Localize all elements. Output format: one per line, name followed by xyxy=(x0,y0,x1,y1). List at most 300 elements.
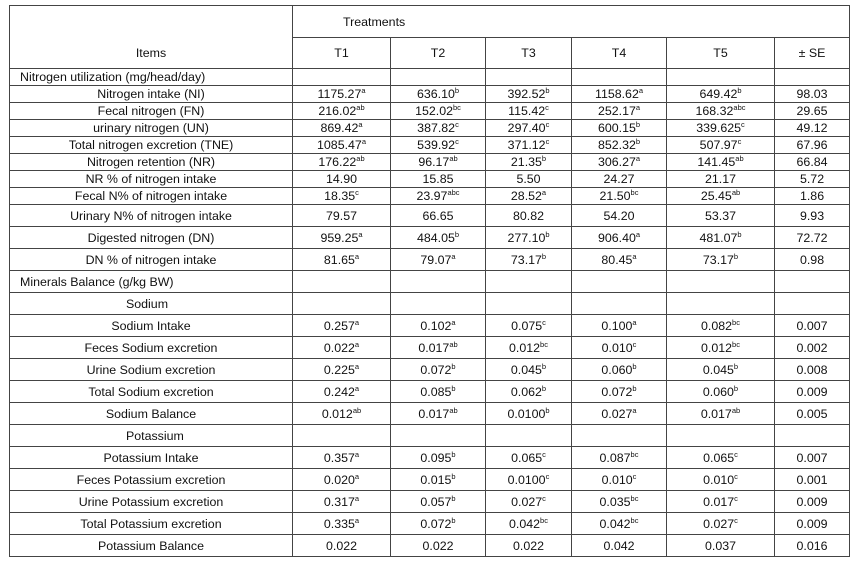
value-cell xyxy=(667,154,775,171)
value-cell xyxy=(775,86,850,103)
value-cell xyxy=(572,103,667,120)
value-text: 176.22 xyxy=(318,154,357,169)
value-text: 0.022 xyxy=(325,538,357,553)
significance-superscript: bc xyxy=(732,339,740,349)
value-text: 0.009 xyxy=(796,384,828,399)
significance-superscript: c xyxy=(542,493,546,503)
table-row xyxy=(10,249,850,271)
value-text: 387.82 xyxy=(417,120,456,135)
significance-superscript: b xyxy=(733,251,739,261)
value-text: 21.35 xyxy=(510,154,542,169)
value-text: 0.017 xyxy=(418,340,450,355)
significance-superscript: bc xyxy=(630,493,639,503)
value-text: 80.45 xyxy=(601,252,633,267)
value-text: 392.52 xyxy=(507,86,546,101)
significance-superscript: b xyxy=(454,229,460,239)
significance-superscript: a xyxy=(451,317,456,327)
value-text: 54.20 xyxy=(603,208,635,223)
value-cell xyxy=(486,171,572,188)
value-cell xyxy=(572,205,667,227)
value-cell xyxy=(775,337,850,359)
value-cell xyxy=(572,315,667,337)
empty-cell xyxy=(391,271,486,293)
value-text: 0.022 xyxy=(512,538,544,553)
significance-superscript: b xyxy=(541,153,547,163)
value-cell xyxy=(667,227,775,249)
value-cell xyxy=(572,188,667,205)
value-cell xyxy=(667,188,775,205)
row-label: Feces Potassium excretion xyxy=(10,469,293,491)
value-text: 0.022 xyxy=(323,340,355,355)
column-header: ± SE xyxy=(775,38,850,69)
value-cell xyxy=(391,137,486,154)
table-row xyxy=(10,403,850,425)
significance-superscript: bc xyxy=(630,449,639,459)
row-label: Nitrogen retention (NR) xyxy=(10,154,293,171)
value-cell xyxy=(667,359,775,381)
table-row xyxy=(10,86,850,103)
value-text: 306.27 xyxy=(597,154,636,169)
value-cell xyxy=(775,188,850,205)
value-text: 0.065 xyxy=(511,450,543,465)
value-cell xyxy=(775,249,850,271)
table-row xyxy=(10,491,850,513)
value-cell xyxy=(486,315,572,337)
empty-cell xyxy=(667,69,775,86)
significance-superscript: b xyxy=(451,493,456,503)
row-label: Urine Sodium excretion xyxy=(10,359,293,381)
value-cell xyxy=(391,103,486,120)
empty-cell xyxy=(486,69,572,86)
value-cell xyxy=(667,337,775,359)
value-text: 1.86 xyxy=(799,188,825,203)
value-cell xyxy=(486,359,572,381)
value-cell xyxy=(391,86,486,103)
value-text: 252.17 xyxy=(597,103,636,118)
value-text: 0.075 xyxy=(511,318,543,333)
value-cell xyxy=(775,381,850,403)
value-text: 0.102 xyxy=(420,318,452,333)
empty-cell xyxy=(572,271,667,293)
header-blank-cell xyxy=(10,6,293,38)
value-text: 0.027 xyxy=(511,494,543,509)
value-cell xyxy=(293,227,391,249)
value-text: 484.05 xyxy=(416,230,455,245)
significance-superscript: b xyxy=(737,229,742,239)
value-cell xyxy=(486,249,572,271)
items-header: Items xyxy=(10,38,293,69)
section-heading-row xyxy=(10,69,850,86)
value-cell xyxy=(391,513,486,535)
value-text: 96.17 xyxy=(418,154,450,169)
value-text: 852.32 xyxy=(597,137,636,152)
value-cell xyxy=(775,491,850,513)
significance-superscript: a xyxy=(354,383,360,393)
empty-cell xyxy=(775,293,850,315)
value-text: 0.072 xyxy=(601,384,633,399)
value-cell xyxy=(391,188,486,205)
value-cell xyxy=(293,205,391,227)
value-text: 539.92 xyxy=(417,137,456,152)
significance-superscript: b xyxy=(451,383,456,393)
value-text: 98.03 xyxy=(796,86,828,101)
value-text: 216.02 xyxy=(318,103,357,118)
value-text: 0.009 xyxy=(796,494,828,509)
value-text: 0.015 xyxy=(420,472,452,487)
row-label: Total nitrogen excretion (TNE) xyxy=(10,137,293,154)
value-text: 0.225 xyxy=(323,362,355,377)
value-cell xyxy=(293,337,391,359)
value-text: 15.85 xyxy=(422,171,454,186)
value-cell xyxy=(775,469,850,491)
significance-superscript: ab xyxy=(356,153,365,163)
value-text: 0.010 xyxy=(601,340,633,355)
significance-superscript: b xyxy=(545,405,550,415)
empty-cell xyxy=(667,271,775,293)
significance-superscript: ab xyxy=(735,153,744,163)
value-cell xyxy=(486,86,572,103)
value-cell xyxy=(572,171,667,188)
significance-superscript: c xyxy=(545,136,550,146)
significance-superscript: a xyxy=(354,339,360,349)
value-text: 53.37 xyxy=(704,208,736,223)
value-cell xyxy=(293,403,391,425)
value-text: 277.10 xyxy=(507,230,546,245)
empty-cell xyxy=(667,293,775,315)
value-text: 0.020 xyxy=(323,472,355,487)
value-text: 0.057 xyxy=(420,494,452,509)
value-cell xyxy=(572,249,667,271)
value-text: 0.007 xyxy=(796,450,828,465)
value-text: 28.52 xyxy=(510,188,542,203)
value-text: 0.045 xyxy=(702,362,734,377)
value-text: 959.25 xyxy=(320,230,359,245)
value-cell xyxy=(391,403,486,425)
section-heading-row xyxy=(10,425,850,447)
significance-superscript: a xyxy=(635,153,641,163)
empty-cell xyxy=(486,293,572,315)
value-cell xyxy=(293,171,391,188)
value-text: 0.010 xyxy=(601,472,633,487)
value-text: 0.257 xyxy=(323,318,355,333)
value-text: 0.012 xyxy=(321,406,353,421)
value-cell xyxy=(775,535,850,557)
significance-superscript: c xyxy=(545,102,549,112)
value-text: 1085.47 xyxy=(317,137,362,152)
value-cell xyxy=(572,120,667,137)
significance-superscript: bc xyxy=(540,339,548,349)
value-cell xyxy=(775,205,850,227)
significance-superscript: b xyxy=(635,119,641,129)
significance-superscript: a xyxy=(635,102,641,112)
value-cell xyxy=(391,381,486,403)
empty-cell xyxy=(775,425,850,447)
significance-superscript: c xyxy=(542,317,546,327)
significance-superscript: a xyxy=(361,85,366,95)
significance-superscript: a xyxy=(632,405,637,415)
header-row-columns xyxy=(10,38,850,69)
table-row xyxy=(10,337,850,359)
value-cell xyxy=(667,403,775,425)
significance-superscript: b xyxy=(737,85,742,95)
significance-superscript: a xyxy=(354,471,360,481)
data-table-container xyxy=(9,5,850,557)
value-cell xyxy=(775,103,850,120)
empty-cell xyxy=(572,425,667,447)
significance-superscript: abc xyxy=(447,187,460,197)
significance-superscript: c xyxy=(355,187,359,197)
value-cell xyxy=(486,513,572,535)
value-cell xyxy=(293,469,391,491)
value-cell xyxy=(391,469,486,491)
empty-cell xyxy=(572,293,667,315)
value-cell xyxy=(667,137,775,154)
row-label: Sodium Intake xyxy=(10,315,293,337)
row-label: Potassium Intake xyxy=(10,447,293,469)
value-cell xyxy=(486,469,572,491)
value-cell xyxy=(775,359,850,381)
significance-superscript: a xyxy=(541,187,547,197)
value-text: 636.10 xyxy=(416,86,455,101)
value-cell xyxy=(293,103,391,120)
header-row-top xyxy=(10,6,850,38)
value-text: 1175.27 xyxy=(317,86,362,101)
significance-superscript: b xyxy=(632,361,637,371)
value-text: 9.93 xyxy=(799,208,825,223)
value-cell xyxy=(572,491,667,513)
value-text: 0.009 xyxy=(796,516,828,531)
table-row xyxy=(10,535,850,557)
significance-superscript: ab xyxy=(731,405,741,415)
value-text: 0.001 xyxy=(796,472,828,487)
value-text: 0.017 xyxy=(418,406,450,421)
value-cell xyxy=(293,154,391,171)
empty-cell xyxy=(775,271,850,293)
table-row xyxy=(10,447,850,469)
section-heading-row xyxy=(10,293,850,315)
value-cell xyxy=(667,171,775,188)
value-cell xyxy=(667,513,775,535)
value-cell xyxy=(775,154,850,171)
significance-superscript: b xyxy=(541,251,547,261)
value-cell xyxy=(486,337,572,359)
table-row xyxy=(10,154,850,171)
value-cell xyxy=(572,154,667,171)
empty-cell xyxy=(391,425,486,447)
empty-cell xyxy=(667,425,775,447)
significance-superscript: b xyxy=(635,136,641,146)
value-text: 21.50 xyxy=(599,188,631,203)
value-text: 600.15 xyxy=(597,120,636,135)
value-cell xyxy=(486,120,572,137)
table-row xyxy=(10,227,850,249)
value-text: 0.007 xyxy=(796,318,828,333)
value-text: 0.072 xyxy=(420,516,452,531)
value-text: 507.97 xyxy=(699,137,738,152)
value-text: 21.17 xyxy=(704,171,736,186)
value-cell xyxy=(667,205,775,227)
significance-superscript: ab xyxy=(731,187,741,197)
value-text: 0.060 xyxy=(702,384,734,399)
table-row xyxy=(10,103,850,120)
value-text: 24.27 xyxy=(603,171,635,186)
significance-superscript: c xyxy=(455,136,459,146)
value-text: 0.045 xyxy=(510,362,542,377)
value-text: 73.17 xyxy=(702,252,734,267)
row-label: Potassium Balance xyxy=(10,535,293,557)
significance-superscript: c xyxy=(734,471,738,481)
value-text: 141.45 xyxy=(697,154,736,169)
column-header: T4 xyxy=(572,38,667,69)
value-text: 5.72 xyxy=(799,171,825,186)
empty-cell xyxy=(391,293,486,315)
value-cell xyxy=(572,535,667,557)
value-text: 0.060 xyxy=(601,362,633,377)
row-label: Digested nitrogen (DN) xyxy=(10,227,293,249)
row-label: NR % of nitrogen intake xyxy=(10,171,293,188)
empty-cell xyxy=(486,271,572,293)
value-cell xyxy=(775,227,850,249)
significance-superscript: b xyxy=(632,383,637,393)
significance-superscript: b xyxy=(454,85,460,95)
value-cell xyxy=(486,154,572,171)
value-text: 0.042 xyxy=(509,516,541,531)
empty-cell xyxy=(293,293,391,315)
significance-superscript: a xyxy=(635,229,641,239)
value-cell xyxy=(775,315,850,337)
value-text: 0.002 xyxy=(796,340,828,355)
significance-superscript: bc xyxy=(732,317,740,327)
value-text: 0.022 xyxy=(422,538,454,553)
significance-superscript: ab xyxy=(352,405,362,415)
empty-cell xyxy=(293,271,391,293)
significance-superscript: b xyxy=(733,383,739,393)
row-label: Sodium Balance xyxy=(10,403,293,425)
row-label: Fecal nitrogen (FN) xyxy=(10,103,293,120)
significance-superscript: b xyxy=(451,449,456,459)
value-text: 79.57 xyxy=(325,208,357,223)
significance-superscript: c xyxy=(741,119,745,129)
significance-superscript: bc xyxy=(540,515,548,525)
value-text: 0.010 xyxy=(703,472,735,487)
value-text: 25.45 xyxy=(700,188,732,203)
value-text: 0.317 xyxy=(323,494,355,509)
section-heading-row xyxy=(10,271,850,293)
significance-superscript: a xyxy=(358,119,363,129)
value-text: 29.65 xyxy=(796,103,828,118)
value-cell xyxy=(775,120,850,137)
value-text: 67.96 xyxy=(796,137,828,152)
value-cell xyxy=(293,535,391,557)
section-heading: Nitrogen utilization (mg/head/day) xyxy=(10,69,293,86)
value-text: 0.035 xyxy=(599,494,631,509)
empty-cell xyxy=(293,69,391,86)
value-cell xyxy=(486,403,572,425)
value-cell xyxy=(572,227,667,249)
value-cell xyxy=(293,315,391,337)
value-text: 49.12 xyxy=(796,120,828,135)
value-cell xyxy=(667,249,775,271)
value-cell xyxy=(391,359,486,381)
significance-superscript: b xyxy=(733,361,739,371)
value-cell xyxy=(486,137,572,154)
significance-superscript: c xyxy=(737,136,742,146)
value-cell xyxy=(391,315,486,337)
column-header: T1 xyxy=(293,38,391,69)
value-cell xyxy=(293,513,391,535)
value-text: 0.016 xyxy=(796,538,828,553)
value-cell xyxy=(572,381,667,403)
value-cell xyxy=(486,227,572,249)
value-text: 1158.62 xyxy=(594,86,639,101)
results-table xyxy=(9,5,850,557)
value-cell xyxy=(486,447,572,469)
value-text: 481.07 xyxy=(699,230,738,245)
value-text: 339.625 xyxy=(696,120,742,135)
value-text: 81.65 xyxy=(323,252,355,267)
value-text: 0.082 xyxy=(701,318,733,333)
significance-superscript: a xyxy=(354,317,360,327)
significance-superscript: a xyxy=(354,251,360,261)
value-cell xyxy=(293,137,391,154)
significance-superscript: a xyxy=(358,229,363,239)
significance-superscript: c xyxy=(545,119,550,129)
value-text: 0.242 xyxy=(323,384,355,399)
value-text: 0.095 xyxy=(420,450,452,465)
value-cell xyxy=(667,469,775,491)
significance-superscript: b xyxy=(541,361,547,371)
value-cell xyxy=(486,535,572,557)
significance-superscript: c xyxy=(734,493,738,503)
empty-cell xyxy=(486,425,572,447)
column-header: T5 xyxy=(667,38,775,69)
value-text: 79.07 xyxy=(420,252,452,267)
value-text: 14.90 xyxy=(325,171,357,186)
value-cell xyxy=(293,491,391,513)
table-row xyxy=(10,120,850,137)
significance-superscript: bc xyxy=(630,515,639,525)
value-text: 0.357 xyxy=(323,450,355,465)
value-cell xyxy=(572,137,667,154)
row-label: Fecal N% of nitrogen intake xyxy=(10,188,293,205)
value-cell xyxy=(667,447,775,469)
value-text: 0.062 xyxy=(510,384,542,399)
significance-superscript: a xyxy=(632,317,637,327)
table-row xyxy=(10,469,850,491)
value-cell xyxy=(572,447,667,469)
significance-superscript: a xyxy=(354,449,360,459)
value-text: 0.335 xyxy=(323,516,355,531)
table-row xyxy=(10,205,850,227)
significance-superscript: b xyxy=(541,383,547,393)
significance-superscript: a xyxy=(354,515,360,525)
value-text: 0.042 xyxy=(603,538,635,553)
value-text: 0.0100 xyxy=(507,406,546,421)
row-label: DN % of nitrogen intake xyxy=(10,249,293,271)
significance-superscript: a xyxy=(361,136,366,146)
section-heading: Minerals Balance (g/kg BW) xyxy=(10,271,293,293)
significance-superscript: b xyxy=(545,229,550,239)
value-text: 23.97 xyxy=(416,188,448,203)
value-cell xyxy=(667,315,775,337)
value-text: 0.005 xyxy=(796,406,828,421)
significance-superscript: c xyxy=(545,471,550,481)
value-text: 649.42 xyxy=(699,86,738,101)
value-text: 168.32 xyxy=(695,103,734,118)
value-cell xyxy=(775,447,850,469)
value-cell xyxy=(293,120,391,137)
significance-superscript: ab xyxy=(356,102,365,112)
